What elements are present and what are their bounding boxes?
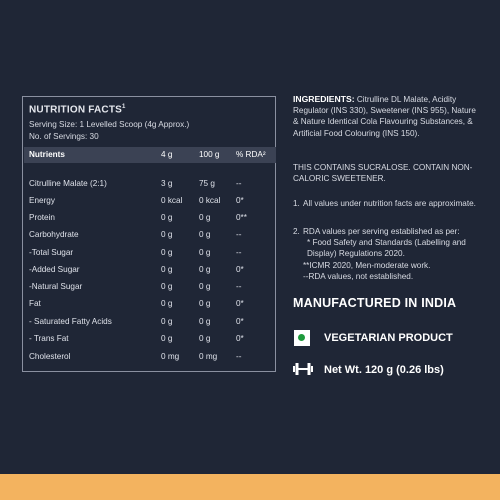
nutrition-table-header xyxy=(23,148,275,162)
value-rda: -- xyxy=(236,352,242,361)
header-per-100g: 100 g xyxy=(199,150,220,159)
note-2-sub-1: * Food Safety and Standards (Labelling and Display) Regulations 2020. xyxy=(307,238,466,259)
value-per-serving: 0 g xyxy=(161,230,173,239)
note-2-sub-3: --RDA values, not established. xyxy=(303,272,414,281)
bottom-color-band xyxy=(0,474,500,500)
value-rda: 0* xyxy=(236,265,244,274)
nutrient-name: -Added Sugar xyxy=(29,265,80,274)
value-per-serving: 0 g xyxy=(161,213,173,222)
value-per-serving: 0 g xyxy=(161,265,173,274)
ingredients-label: INGREDIENTS: xyxy=(293,94,355,104)
value-per-serving: 0 g xyxy=(161,248,173,257)
vegetarian-label: VEGETARIAN PRODUCT xyxy=(324,332,453,344)
value-rda: 0* xyxy=(236,299,244,308)
table-row xyxy=(23,280,275,294)
value-per-100g: 75 g xyxy=(199,179,215,188)
value-rda: -- xyxy=(236,282,242,291)
value-per-100g: 0 g xyxy=(199,334,211,343)
value-rda: -- xyxy=(236,248,242,257)
table-row xyxy=(23,177,275,191)
note-2: 2. RDA values per serving established as per: xyxy=(293,227,460,236)
value-per-100g: 0 kcal xyxy=(199,196,221,205)
serving-size: Serving Size: 1 Levelled Scoop (4g Approx.) xyxy=(29,120,190,129)
table-row xyxy=(23,263,275,277)
value-per-100g: 0 g xyxy=(199,265,211,274)
value-rda: -- xyxy=(236,230,242,239)
note-2-sub-2: **ICMR 2020, Men-moderate work. xyxy=(303,261,431,270)
value-rda: 0* xyxy=(236,196,244,205)
value-per-100g: 0 g xyxy=(199,299,211,308)
nutrient-name: Citrulline Malate (2:1) xyxy=(29,179,107,188)
table-row xyxy=(23,350,275,364)
nutrient-name: Fat xyxy=(29,299,41,308)
value-per-serving: 0 g xyxy=(161,299,173,308)
value-per-100g: 0 g xyxy=(199,213,211,222)
value-per-serving: 0 g xyxy=(161,282,173,291)
nutrition-facts-title: NUTRITION FACTS$^1$ xyxy=(29,104,126,116)
value-rda: 0* xyxy=(236,317,244,326)
manufactured-in-india: MANUFACTURED IN INDIA xyxy=(293,296,457,310)
nutrition-facts-panel xyxy=(22,96,276,372)
value-rda: 0* xyxy=(236,334,244,343)
value-per-serving: 0 kcal xyxy=(161,196,183,205)
value-rda: 0** xyxy=(236,213,247,222)
nutrient-name: Energy xyxy=(29,196,55,205)
header-rda: % RDA² xyxy=(236,150,266,159)
table-row xyxy=(23,194,275,208)
value-per-100g: 0 g xyxy=(199,317,211,326)
value-rda: -- xyxy=(236,179,242,188)
vegetarian-mark-icon xyxy=(294,330,310,346)
value-per-100g: 0 g xyxy=(199,282,211,291)
table-row xyxy=(23,315,275,329)
value-per-serving: 0 mg xyxy=(161,352,180,361)
nutrient-name: -Natural Sugar xyxy=(29,282,83,291)
table-row xyxy=(23,246,275,260)
servings-count: No. of Servings: 30 xyxy=(29,132,99,141)
value-per-100g: 0 mg xyxy=(199,352,218,361)
table-row xyxy=(23,297,275,311)
nutrient-name: Cholesterol xyxy=(29,352,71,361)
header-nutrients: Nutrients xyxy=(29,150,65,159)
table-row xyxy=(23,211,275,225)
nutrient-name: Protein xyxy=(29,213,55,222)
nutrient-name: - Trans Fat xyxy=(29,334,69,343)
nutrient-name: -Total Sugar xyxy=(29,248,74,257)
value-per-100g: 0 g xyxy=(199,230,211,239)
value-per-100g: 0 g xyxy=(199,248,211,257)
value-per-serving: 0 g xyxy=(161,334,173,343)
table-row xyxy=(23,332,275,346)
value-per-serving: 0 g xyxy=(161,317,173,326)
value-per-serving: 3 g xyxy=(161,179,173,188)
ingredients-text: INGREDIENTS: Citrulline DL Malate, Acidity Regulator (INS 330), Sweetener (INS 955), Nature & Nature Identical Cola Flavouring Substances, & Artificial Food Colouring (INS 150). xyxy=(293,94,476,138)
note-1: 1. All values under nutrition facts are approximate. xyxy=(293,199,476,208)
nutrient-name: - Saturated Fatty Acids xyxy=(29,317,112,326)
nutrient-name: Carbohydrate xyxy=(29,230,79,239)
net-weight: Net Wt. 120 g (0.26 lbs) xyxy=(324,364,444,376)
sweetener-warning: THIS CONTAINS SUCRALOSE. CONTAIN NON-CALORIC SWEETENER. xyxy=(293,163,473,184)
header-per-serving: 4 g xyxy=(161,150,173,159)
dumbbell-icon xyxy=(293,362,313,376)
table-row xyxy=(23,228,275,242)
